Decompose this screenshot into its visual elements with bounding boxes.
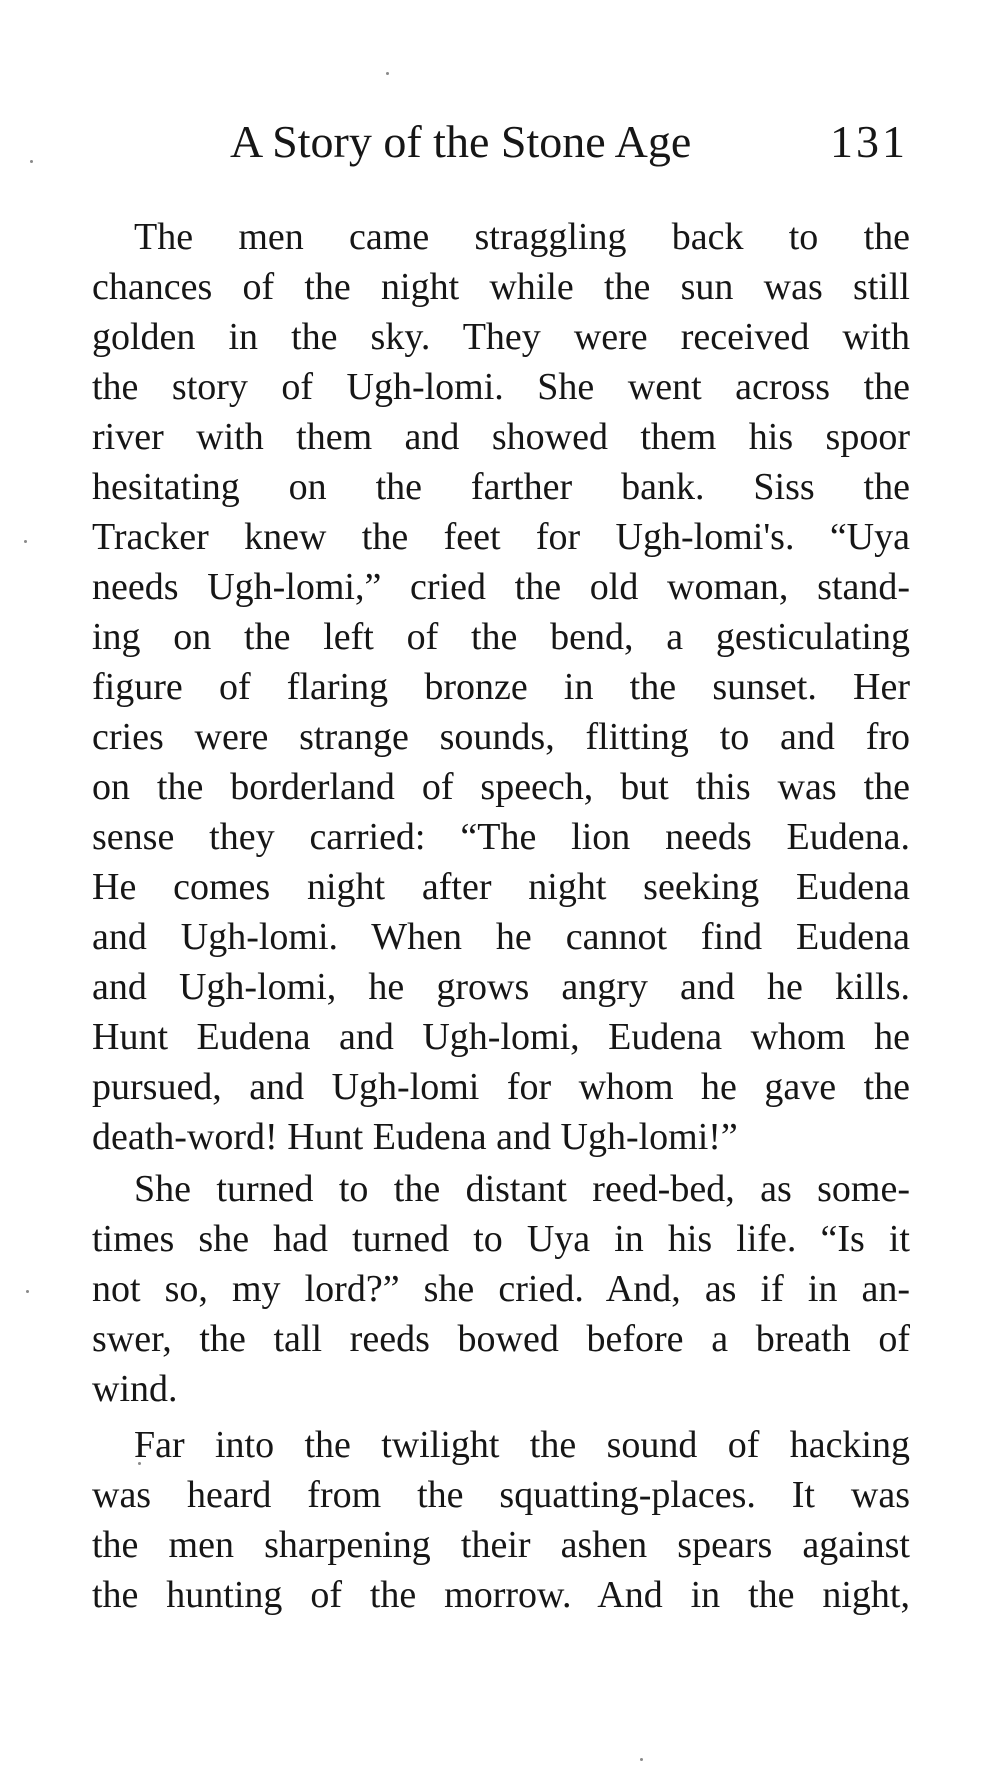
text-line: and Ugh-lomi, he grows angry and he kills. [92, 966, 910, 1008]
text-line: ing on the left of the bend, a gesticulating [92, 616, 910, 658]
text-line: Far into the twilight the sound of hacking [134, 1424, 910, 1466]
text-line: chances of the night while the sun was still [92, 266, 910, 308]
text-line: Tracker knew the feet for Ugh-lomi's. “Uya [92, 516, 910, 558]
text-line: Hunt Eudena and Ugh-lomi, Eudena whom he [92, 1016, 910, 1058]
text-line: and Ugh-lomi. When he cannot find Eudena [92, 916, 910, 958]
running-title: A Story of the Stone Age [230, 116, 692, 167]
text-line: The men came straggling back to the [134, 216, 910, 258]
text-line: was heard from the squatting-places. It was [92, 1474, 910, 1516]
text-line: not so, my lord?” she cried. And, as if in an- [92, 1268, 910, 1310]
paragraph [92, 1164, 910, 1414]
paper-speck [30, 160, 33, 163]
paragraph [92, 1420, 910, 1620]
text-line: the story of Ugh-lomi. She went across the [92, 366, 910, 408]
text-line: pursued, and Ugh-lomi for whom he gave the [92, 1066, 910, 1108]
paragraph [92, 212, 910, 1162]
text-line: swer, the tall reeds bowed before a breath of [92, 1318, 910, 1360]
text-line: wind. [92, 1368, 178, 1410]
text-line: river with them and showed them his spoor [92, 416, 910, 458]
running-head [230, 112, 910, 172]
text-line: figure of flaring bronze in the sunset. Her [92, 666, 910, 708]
text-line: death-word! Hunt Eudena and Ugh-lomi!” [92, 1116, 738, 1158]
text-line: sense they carried: “The lion needs Eudena. [92, 816, 910, 858]
text-line: the men sharpening their ashen spears against [92, 1524, 910, 1566]
paper-speck [26, 1290, 29, 1293]
body-text [92, 212, 910, 1620]
text-line: He comes night after night seeking Eudena [92, 866, 910, 908]
text-line: the hunting of the morrow. And in the night, [92, 1574, 910, 1616]
page-number: 131 [830, 116, 908, 167]
text-line: times she had turned to Uya in his life. “Is it [92, 1218, 910, 1260]
text-line: golden in the sky. They were received with [92, 316, 910, 358]
text-line: hesitating on the farther bank. Siss the [92, 466, 910, 508]
paper-speck [24, 540, 27, 543]
paper-speck [386, 72, 389, 75]
text-line: She turned to the distant reed-bed, as some- [134, 1168, 910, 1210]
paper-speck [640, 1758, 643, 1761]
text-line: needs Ugh-lomi,” cried the old woman, stand- [92, 566, 910, 608]
text-line: on the borderland of speech, but this was the [92, 766, 910, 808]
text-line: cries were strange sounds, flitting to and fro [92, 716, 910, 758]
